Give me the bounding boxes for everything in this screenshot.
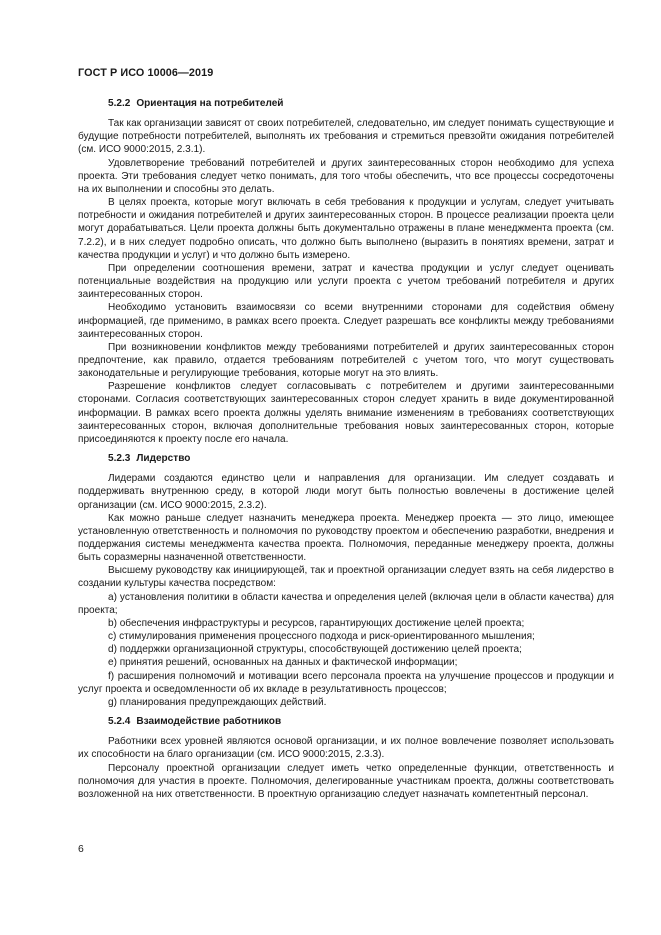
paragraph: В целях проекта, которые могут включать в себя требования к продукции и услугам, следует учитывать потребности и ожидания потребителей и других заинтересованных сторон. В процессе реализации проекта цели могут дорабатываться. Цели проекта должны быть документально отражены в плане менеджмента проекта (см. 7.2.2), и в них следует подробно описать, что должно быть выполнено (выразить в понятиях времени, затрат и качества продукции и услуг) и что должно быть измерено.	[78, 197, 614, 261]
section-heading-5-2-4	[78, 715, 614, 728]
paragraph: Удовлетворение требований потребителей и других заинтересованных сторон необходимо для успеха проекта. Эти требования следует четко понимать, для того чтобы обеспечить, что все процессы сосредоточены на их выполнении и способны это делать.	[78, 157, 614, 195]
section-number: 5.2.2	[108, 98, 131, 109]
page-number: 6	[78, 844, 84, 855]
section-number: 5.2.4	[108, 716, 131, 728]
section-heading-5-2-3	[78, 452, 614, 465]
section-title: Ориентация на потребителей	[136, 98, 284, 109]
paragraph: Так как организации зависят от своих потребителей, следовательно, им следует понимать существующие и будущие потребности потребителей, выполнять их требования и стремиться превзойти ожидания потребителей (см. ИСО 9000:2015, 2.3.1).	[78, 118, 614, 156]
paragraph: Лидерами создаются единство цели и направления для организации. Им следует создавать и поддерживать внутреннюю среду, в которой люди могут быть полностью вовлечены в достижение целей организации (см. ИСО 9000:2015, 2.3.2).	[78, 473, 614, 511]
paragraph: Высшему руководству как инициирующей, так и проектной организации следует взять на себя лидерство в создании культуры качества посредством:	[78, 565, 614, 590]
section-title: Взаимодействие работников	[136, 716, 282, 728]
list-item: f) расширения полномочий и мотивации всего персонала проекта на улучшение процессов и продукции и услуг проекта и осведомленности об их вкладе в результативность процессов;	[78, 670, 614, 695]
document-header: ГОСТ Р ИСО 10006—2019	[78, 67, 214, 79]
paragraph: Работники всех уровней являются основой организации, и их полное вовлечение позволяет использовать их способности на благо организации (см. ИСО 9000:2015, 2.3.3).	[78, 736, 614, 761]
list-item: e) принятия решений, основанных на данных и фактической информации;	[108, 657, 458, 669]
section-heading-5-2-2	[78, 97, 614, 110]
section-number: 5.2.3	[108, 453, 131, 465]
paragraph: Как можно раньше следует назначить менеджера проекта. Менеджер проекта — это лицо, имеющее установленную ответственность и полномочия по руководству проектом и обеспечению разработки, внедрения и поддержания системы менеджмента качества проекта. Полномочия, переданные менеджеру проекта, должны быть соразмерны назначенной ответственности.	[78, 512, 614, 564]
paragraph: Персоналу проектной организации следует иметь четко определенные функции, ответственность и полномочия для участия в проекте. Полномочия, делегированные участникам проекта, должны соответствовать возложенной на них ответственности. В проектную организацию следует назначать компетентный персонал.	[78, 762, 614, 800]
section-title: Лидерство	[136, 453, 191, 465]
list-item: b) обеспечения инфраструктуры и ресурсов, гарантирующих достижение целей проекта;	[108, 617, 525, 629]
paragraph: При возникновении конфликтов между требованиями потребителей и других заинтересованных сторон предпочтение, как правило, отдается требованиям потребителей с учетом того, что могут существовать законодательные и регулирующие требования, которые могут на это влиять.	[78, 341, 614, 380]
paragraph: Разрешение конфликтов следует согласовывать с потребителем и другими заинтересованными сторонами. Согласия соответствующих заинтересованных сторон следует хранить в виде документированной информации. В рамках всего проекта должны уделять внимание изменениям в требованиях соответствующих заинтересованных сторон, включая дополнительные требования новых заинтересованных сторон, которые присоединяются к проекту после его начала.	[78, 381, 614, 445]
list-item: d) поддержки организационной структуры, способствующей достижению целей проекта;	[108, 644, 522, 656]
paragraph: При определении соотношения времени, затрат и качества продукции и услуг следует оценивать потенциальные воздействия на продукцию или услуги проекта с учетом требований потребителя и других заинтересованных сторон.	[78, 262, 614, 301]
list-item: g) планирования предупреждающих действий.	[108, 696, 327, 708]
paragraph: Необходимо установить взаимосвязи со всеми внутренними сторонами для содействия обмену информацией, где применимо, в рамках всего проекта. Следует разрешать все конфликты между требованиями заинтересованных сторон.	[78, 302, 614, 340]
document-body	[78, 97, 614, 801]
list-item: c) стимулирования применения процессного подхода и риск-ориентированного мышления;	[108, 631, 535, 643]
list-item: a) установления политики в области качества и определения целей (включая цели в области качества) для проекта;	[78, 591, 614, 616]
